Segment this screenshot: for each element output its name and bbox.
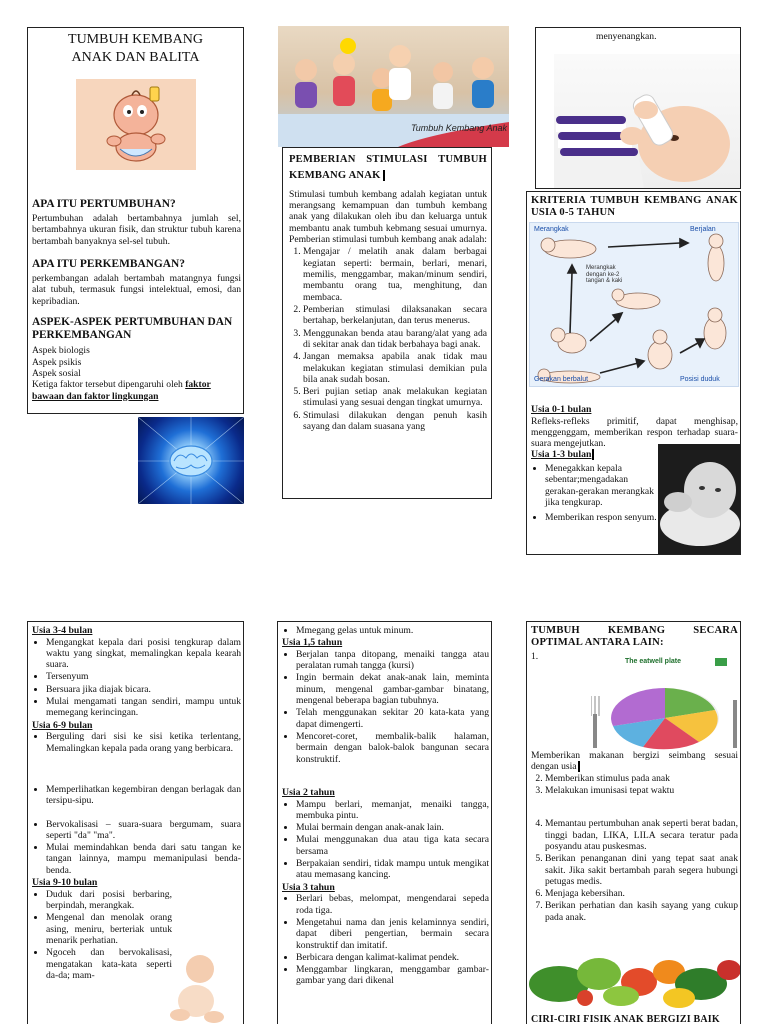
criteria-heading: KRITERIA TUMBUH KEMBANG ANAK USIA 0-5 TAHUN [531,195,738,219]
list-item: • Ngoceh dan bervokalisasi, mengatakan kata-kata seperti da-da; mam- [46,947,172,981]
stimulation-intro: Stimulasi tumbuh kembang adalah kegiatan untuk merangsang kemampuan dan tumbuh kembang anak yang dilakukan oleh ibu dan keluarga untuk membantu anak tumbuh kebmang sesuai umurnya. Pemberian stimulasi tumbuh kembang anak adalah: [289,188,487,246]
optimal-list-a [531,773,738,797]
stimulation-list [289,246,487,432]
aspect-item: Aspek sosial [32,367,81,379]
panel-what-is-growth [27,27,244,414]
age-6-9-list [32,731,241,876]
list-item: • Tersenyum [46,671,241,682]
factors-text [32,379,241,402]
panel-stimulation [282,147,492,499]
list-item: 4. Memantau pertumbuhan anak seperti berat badan, tinggi badan, LIKA, LILA secara teratur pada posyandu atau puskesmas. [545,818,738,852]
optimal-list-b [531,818,738,923]
stimulation-heading: PEMBERIAN STIMULASI TUMBUH KEMBANG ANAK [289,154,487,182]
list-item: 5. Beri pujian setiap anak melakukan kegiatan stimulasi yang sesuai dengan tingkat umurnya. [303,386,487,409]
age-0-1-text: Refleks-refleks primitif, dapat menghisap, menggenggam, memberikan respon terhadap suara-suara mengejutkan. [531,415,738,450]
panel-criteria [526,191,741,555]
growth-text: Pertumbuhan adalah bertambahnya jumlah sel, bertambahnya ukuran fisik, dan struktur tubuh karena bertambah banyaknya sel-sel tubuh. [32,213,241,247]
continued-text: menyenangkan. [596,31,657,42]
list-item: • Bersuara jika diajak bicara. [46,684,241,695]
lead-list [282,625,489,636]
vegetables-image [529,944,740,1010]
list-item: 5. Berikan penanganan dini yang tepat saat anak sakit. Jika sakit bertambah parah segera hubungi petugas medis. [545,853,738,887]
item-1-text: Memberikan makanan bergizi seimbang sesuai dengan usia [531,750,738,773]
list-item: 6. Stimulasi dilakukan dengan penuh kasih sayang dan dalam suasana yang [303,410,487,433]
label-duduk: Posisi duduk [680,376,720,383]
list-item: • Ingin bermain dekat anak-anak lain, meminta minum, mengenal gambar-gambar binatang, mengenal beberapa bagian tubuhnya. [296,672,489,706]
age-1-3-heading: Usia 1-3 bulan [531,449,738,461]
list-item: 3. Menggunakan benda atau barang/alat yang ada di sekitar anak dan tidak berbahaya bagi anak. [303,328,487,351]
panel-ages-3-10-months [27,621,244,1024]
label-gerakan: Gerakan berbalut [534,376,589,383]
age-2-heading: Usia 2 tahun [282,786,335,798]
age-9-10-heading: Usia 9-10 bulan [32,877,98,889]
list-item: • Mulai mengamati tangan sendiri, mampu untuk memegang kerincingan. [46,696,241,719]
item-number: 1. [531,651,539,663]
list-item: • Memberikan respon senyum. [545,512,657,523]
age-1-3-list [531,463,657,524]
age-3-heading: Usia 3 tahun [282,881,335,893]
label-merangkak: Merangkak [534,226,569,233]
list-item: • Berjalan tanpa ditopang, menaiki tangga atau peralatan rumah tangga (kursi) [296,649,489,672]
list-item: • Mulai bermain dengan anak-anak lain. [296,822,489,833]
list-item: 2. Memberikan stimulus pada anak [545,773,738,784]
age-2-list [282,799,489,881]
list-item: • Berlari bebas, melompat, mengendarai sepeda roda tiga. [296,893,489,916]
age-1-5-heading: Usia 1,5 tahun [282,637,343,649]
list-item: • Mmegang gelas untuk minum. [296,625,489,636]
aspect-item: Aspek psikis [32,356,82,368]
list-item: • Mampu berlari, memanjat, menaiki tangga, membuka pintu. [296,799,489,822]
list-item: • Mengenal dan menolak orang asing, meniru, berteriak untuk menarik perhatian. [46,912,172,946]
panel-criteria-top [535,27,741,189]
crawling-baby-image [658,444,741,555]
banner-caption: Tumbuh Kembang Anak [410,123,507,133]
development-text: perkembangan adalah bertambah matangnya fungsi alat tubuh, termasuk fungsi intelektual, emosi, dan kepribadian. [32,273,241,307]
list-item: • Menegakkan kepala sebentar;mengadakan gerakan-gerakan merangkak jika tengkurap. [545,463,657,508]
list-item: • Telah menggunakan sekitar 20 kata-kata yang dapat dimengerti. [296,707,489,730]
panel-optimal-growth [526,621,741,1024]
optimal-heading: TUMBUH KEMBANG SECARA OPTIMAL ANTARA LAIN: [531,625,738,649]
list-item: • Bervokalisasi – suara-suara bergumam, suara seperti "da" "ma". [46,819,241,842]
motor-development-diagram [529,222,739,387]
growth-heading: APA ITU PERTUMBUHAN? [32,198,176,210]
list-item: • Mengangkat kepala dari posisi tengkurap dalam waktu yang singkat, memalingkan kepala kearah suara. [46,637,241,671]
list-item: • Mencoret-coret, membalik-balik halaman, bermain dengan balok-balok bangunan secara konstruktif. [296,731,489,765]
development-heading: APA ITU PERKEMBANGAN? [32,258,185,271]
list-item: • Berguling dari sisi ke sisi ketika terlentang, Memalingkan kepala pada orang yang berbicara. [46,731,241,754]
list-item: • Berpakaian sendiri, tidak mampu untuk mengikat atau memasang kancing. [296,858,489,881]
kids-banner-image [278,26,509,147]
footer-heading: CIRI-CIRI FISIK ANAK BERGIZI BAIK [531,1014,720,1024]
list-item: 2. Pemberian stimulasi dilaksanakan secara bertahap, berkelanjutan, dan terus menerus. [303,304,487,327]
plate-title: The eatwell plate [625,658,682,665]
list-item: • Berbicara dengan kalimat-kalimat pendek. [296,952,489,963]
cartoon-baby-image [76,79,196,170]
sitting-baby-image [166,947,226,1024]
age-6-9-heading: Usia 6-9 bulan [32,719,93,731]
brain-image [138,417,244,504]
list-item: • Mulai menggunakan dua atau tiga kata secara bersama [296,834,489,857]
list-item: • Duduk dari posisi berbaring, berpindah, merangkak. [46,889,172,912]
aspect-item: Aspek biologis [32,345,90,357]
list-item: 4. Jangan memaksa apabila anak tidak mau melakukan kegiatan stimulasi demikian pula bila anak sudah bosan. [303,351,487,385]
list-item: • Mulai memindahkan benda dari satu tangan ke tangan lainnya, mampu memanipulasi benda-benda. [46,842,241,876]
aspects-heading: ASPEK-ASPEK PERTUMBUHAN DAN PERKEMBANGAN [32,316,233,342]
factors-bold: faktor bawaan dan faktor lingkungan [32,379,211,402]
factors-lead: Ketiga faktor tersebut dipengaruhi oleh [32,379,186,391]
baby-bottle-image [554,54,741,189]
page-title: TUMBUH KEMBANG ANAK DAN BALITA [68,32,203,65]
age-1-5-list [282,649,489,765]
age-3-list [282,893,489,987]
list-item: • Menggambar lingkaran, menggambar gambar-gambar yang dari dikenal [296,964,489,987]
age-3-4-list [32,637,241,719]
list-item: 6. Menjaga kebersihan. [545,888,738,899]
age-9-10-list [32,889,172,982]
list-item: 3. Melakukan imunisasi tepat waktu [545,785,738,796]
label-middle: Merangkak dengan ke-2 tangan & kaki [586,265,623,285]
list-item: • Memperlihatkan kegembiran dengan berlagak dan tersipu-sipu. [46,784,241,807]
eatwell-plate-image [591,656,741,752]
panel-ages-1-3-years [277,621,492,1024]
age-0-1-heading: Usia 0-1 bulan [531,404,592,415]
list-item: 1. Mengajar / melatih anak dalam berbagai kegiatan seperti: bermain, berlari, menari, memilis, menggambar, makan/minum sendiri, membantu orang tua, menghitung, dan membaca. [303,246,487,303]
list-item: 7. Berikan perhatian dan kasih sayang yang cukup pada anak. [545,900,738,923]
age-3-4-heading: Usia 3-4 bulan [32,625,93,636]
label-berjalan: Berjalan [690,226,716,233]
list-item: • Mengetahui nama dan jenis kelaminnya sendiri, dapat diberi pengertian, bermain secara konstruktif dan imitatif. [296,917,489,951]
